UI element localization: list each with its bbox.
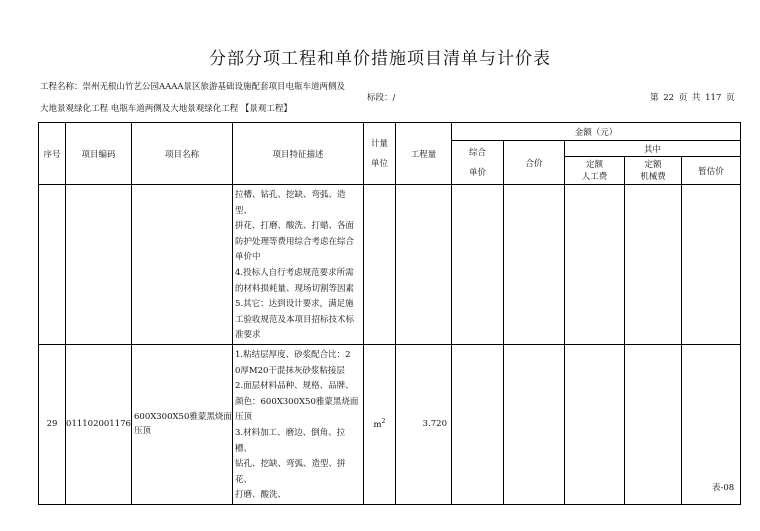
- desc-line: 拼花、打磨、酸洗、打蜡、各面: [235, 221, 355, 232]
- project-name-line2: 大地景观绿化工程 电瓶车道两侧及大地景观绿化工程 【景观工程】: [40, 104, 292, 114]
- row-total: [504, 185, 565, 345]
- col-labor-header: [565, 157, 625, 185]
- desc-line: 2.面层材料品种、规格、品牌、: [235, 381, 354, 392]
- col-unit-price-header-line2: 单价: [468, 167, 486, 178]
- page-number: 第 22 页 共 117 页: [650, 93, 735, 103]
- col-qty-header: 工程量: [396, 123, 452, 185]
- row-provisional: [682, 185, 741, 345]
- col-seq-header: 序号: [39, 123, 66, 185]
- desc-line: 5.其它：达到设计要求，满足施: [235, 299, 354, 310]
- row-total: [504, 344, 565, 504]
- col-name-header: 项目名称: [132, 123, 233, 185]
- page-title: 分部分项工程和单价措施项目清单与计价表: [209, 49, 551, 69]
- desc-line: 颜色：600X300X50雅蒙黑烧面: [235, 396, 359, 407]
- row-description: [233, 344, 364, 504]
- desc-line: 防护处理等费用综合考虑在综合: [235, 236, 355, 247]
- row-qty: 3.720: [396, 344, 452, 504]
- col-machine-header-line1: 定额: [644, 159, 662, 170]
- row-unit: [364, 344, 396, 504]
- desc-line: 压顶: [235, 412, 253, 423]
- desc-line: 3.材料加工、磨边、倒角、拉槽、: [235, 427, 346, 454]
- row-machine: [625, 344, 682, 504]
- row-seq: [39, 185, 66, 345]
- col-desc-header: 项目特征描述: [233, 123, 364, 185]
- row-labor: [565, 344, 625, 504]
- col-code-header: 项目编码: [66, 123, 132, 185]
- desc-line: 准要求: [235, 330, 261, 341]
- row-qty: [396, 185, 452, 345]
- row-unit-price: [452, 185, 504, 345]
- desc-line: 钻孔、挖缺、弯弧、造型、拼花、: [235, 459, 346, 485]
- col-labor-header-line2: 人工费: [581, 171, 608, 182]
- row-unit-price: [452, 344, 504, 504]
- table-row: [39, 185, 741, 345]
- col-machine-header: [625, 157, 682, 185]
- desc-line: 单价中: [235, 252, 261, 263]
- desc-line: 工验收规范及本项目招标技术标: [235, 314, 355, 325]
- desc-line: 0厚M20干混抹灰砂浆粘接层: [235, 365, 345, 376]
- desc-line: 4.投标人自行考虑规范要求所需: [235, 267, 354, 278]
- row-unit-base: m: [373, 420, 382, 431]
- col-amount-header: 金额（元）: [452, 123, 741, 141]
- col-unit-price-header: [452, 141, 504, 185]
- row-name: 600X300X50雅蒙黑烧面压顶: [132, 344, 233, 504]
- row-description: [233, 185, 364, 345]
- pricing-table: [38, 122, 741, 505]
- row-unit-sup: 2: [381, 418, 386, 426]
- col-of-which-header: 其中: [565, 141, 741, 157]
- desc-line: 1.粘结层厚度、砂浆配合比：2: [235, 349, 351, 360]
- col-machine-header-line2: 机械费: [640, 171, 666, 182]
- row-seq: 29: [39, 344, 66, 504]
- row-labor: [565, 185, 625, 345]
- row-code: [66, 185, 132, 345]
- table-row: [39, 344, 741, 504]
- col-unit-price-header-line1: 综合: [468, 147, 486, 158]
- desc-line: 的材料损耗量、现场切割等因素: [235, 283, 355, 294]
- col-unit-header-line1: 计量: [370, 138, 388, 149]
- row-unit: [364, 185, 396, 345]
- project-name-line1: 工程名称：崇州无根山竹艺公园AAAA景区旅游基础设施配套项目电瓶车道两侧及: [40, 82, 346, 92]
- row-name: [132, 185, 233, 345]
- col-labor-header-line1: 定额: [585, 159, 603, 170]
- col-provisional-header: 暂估价: [682, 157, 741, 185]
- row-code: 011102001176: [66, 344, 132, 504]
- col-total-header: 合价: [504, 141, 565, 185]
- col-unit-header: [364, 123, 396, 185]
- form-number: 表-08: [712, 483, 735, 493]
- row-machine: [625, 185, 682, 345]
- desc-line: 拉槽、钻孔、挖缺、弯弧、造型、: [235, 190, 346, 216]
- section-label: 标段：/: [367, 93, 396, 103]
- col-unit-header-line2: 单位: [370, 158, 388, 169]
- desc-line: 打磨、酸洗、: [235, 490, 287, 501]
